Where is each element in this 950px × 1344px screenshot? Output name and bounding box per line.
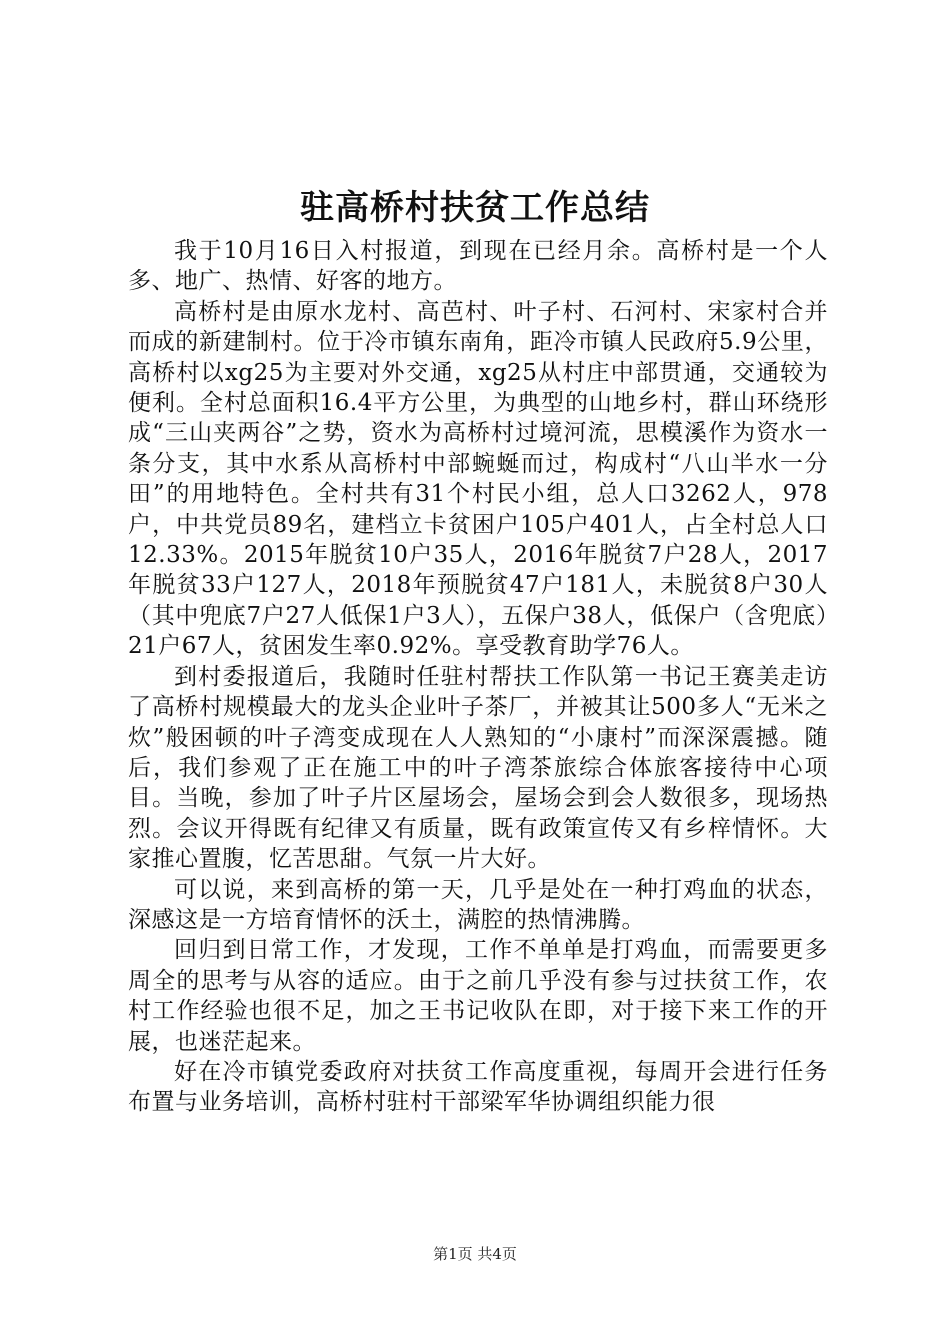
document-body xyxy=(128,236,828,1118)
paragraph: 可以说，来到高桥的第一天，几乎是处在一种打鸡血的状态，深感这是一方培育情怀的沃土，满腔的热情沸腾。 xyxy=(128,876,828,933)
page-number-footer: 第1页 共4页 xyxy=(433,1245,517,1263)
paragraph: 好在冷市镇党委政府对扶贫工作高度重视，每周开会进行任务布置与业务培训，高桥村驻村干部梁军华协调组织能力很 xyxy=(128,1058,828,1116)
paragraph: 到村委报道后，我随时任驻村帮扶工作队第一书记王赛美走访了高桥村规模最大的龙头企业叶子茶厂，并被其让500多人“无米之炊”般困顿的叶子湾变成现在人人熟知的“小康村”而深深震撼。随后，我们参观了正在施工中的叶子湾茶旅综合体旅客接待中心项目。当晚，参加了叶子片区屋场会，屋场会到会人数很多，现场热烈。会议开得既有纪律又有质量，既有政策宣传又有乡梓情怀。大家推心置腹，忆苦思甜。气氛一片大好。 xyxy=(128,663,828,873)
document-title: 驻高桥村扶贫工作总结 xyxy=(300,188,650,228)
paragraph: 回归到日常工作，才发现，工作不单单是打鸡血，而需要更多周全的思考与从容的适应。由于之前几乎没有参与过扶贫工作，农村工作经验也很不足，加之王书记收队在即，对于接下来工作的开展，也迷茫起来。 xyxy=(128,937,828,1055)
paragraph: 高桥村是由原水龙村、高芭村、叶子村、石河村、宋家村合并而成的新建制村。位于冷市镇东南角，距冷市镇人民政府5.9公里，高桥村以xg25为主要对外交通，xg25从村庄中部贯通，交通较为便利。全村总面积16.4平方公里，为典型的山地乡村，群山环绕形成“三山夹两谷”之势，资水为高桥村过境河流，思模溪作为资水一条分支，其中水系从高桥村中部蜿蜒而过，构成村“八山半水一分田”的用地特色。全村共有31个村民小组，总人口3262人，978户，中共党员89名，建档立卡贫困户105户401人，占全村总人口12.33%。2015年脱贫10户35人，2016年脱贫7户28人，2017年脱贫33户127人，2018年预脱贫47户181人，未脱贫8户30人（其中兜底7户27人低保1户3人），五保户38人，低保户（含兜底）21户67人，贫困发生率0.92%。享受教育助学76人。 xyxy=(128,298,828,660)
paragraph: 我于10月16日入村报道，到现在已经月余。高桥村是一个人多、地广、热情、好客的地方。 xyxy=(128,238,828,295)
